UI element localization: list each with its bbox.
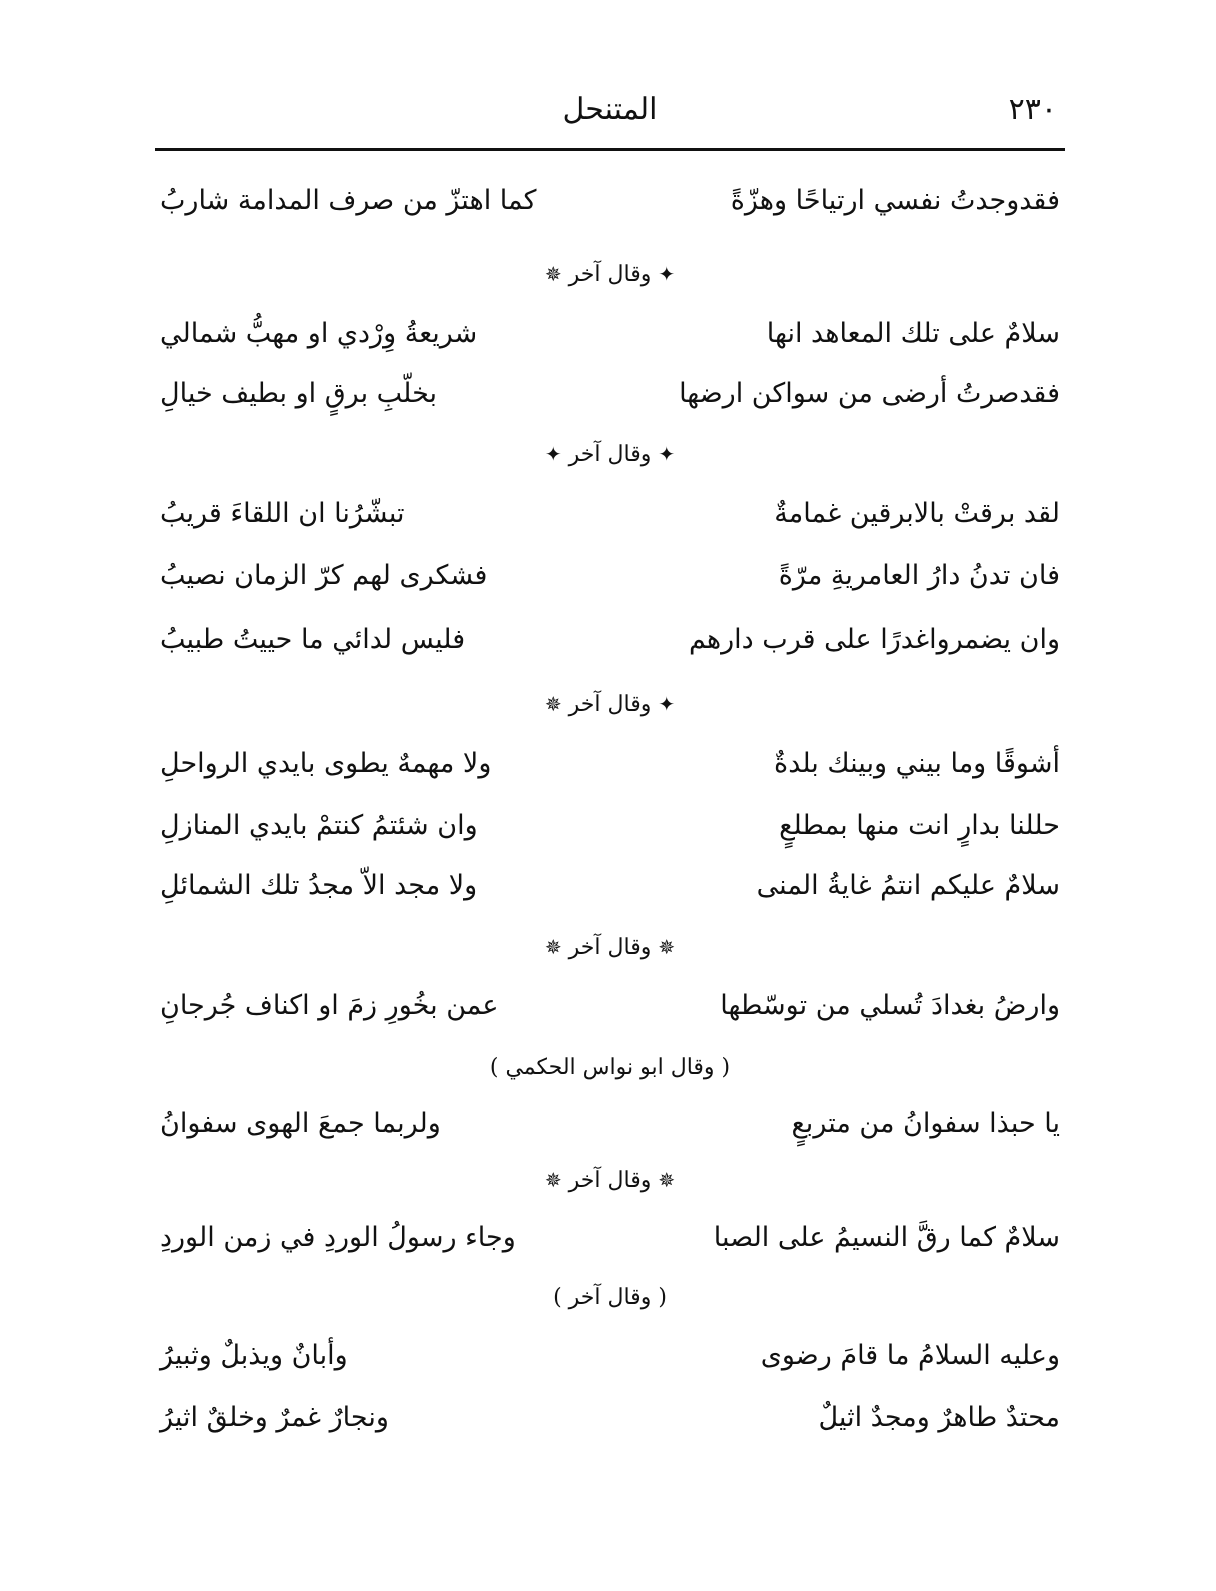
- verse-hemistich-1: وان يضمرواغدرًا على قرب دارهم: [688, 624, 1060, 655]
- section-heading: [160, 1168, 1060, 1208]
- diamond-ornament-icon: ✦: [544, 442, 562, 466]
- verse-hemistich-1: فقدوجدتُ نفسي ارتياحًا وهزّةً: [730, 185, 1060, 216]
- verse-hemistich-1: فقدصرتُ أرضى من سواكن ارضها: [679, 378, 1060, 409]
- verse-hemistich-2: عمن بخُورِ زمَ او اكناف جُرجانِ: [160, 990, 499, 1021]
- section-heading: [160, 1055, 1060, 1095]
- verse-hemistich-1: سلامٌ عليكم انتمُ غايةُ المنى: [756, 870, 1060, 901]
- verse-hemistich-1: فان تدنُ دارُ العامريةِ مرّةً: [778, 560, 1060, 591]
- verse-hemistich-1: محتدٌ طاهرٌ ومجدٌ اثيلٌ: [818, 1402, 1060, 1433]
- verse-line: [160, 870, 1060, 920]
- star-ornament-icon: ✵: [544, 692, 562, 716]
- verse-hemistich-2: بخلّبِ برقٍ او بطيف خيالِ: [160, 378, 438, 409]
- running-title: المتنحل: [562, 92, 658, 127]
- section-heading-text: وقال آخر: [568, 692, 652, 717]
- section-heading: [160, 1285, 1060, 1325]
- star-ornament-icon: ✵: [544, 262, 562, 286]
- verse-hemistich-1: حللنا بدارٍ انت منها بمطلعٍ: [779, 810, 1060, 841]
- star-ornament-icon: ✵: [658, 1168, 676, 1192]
- verse-line: [160, 1340, 1060, 1390]
- verse-line: [160, 1402, 1060, 1452]
- verse-hemistich-2: شريعةُ وِرْدي او مهبُّ شمالي: [160, 318, 478, 349]
- section-heading: [160, 692, 1060, 732]
- diamond-ornament-icon: ✦: [658, 442, 676, 466]
- page-number: ٢٣٠: [1008, 92, 1057, 127]
- verse-line: [160, 810, 1060, 860]
- verse-line: [160, 1222, 1060, 1272]
- verse-hemistich-2: وجاء رسولُ الوردِ في زمن الوردِ: [160, 1222, 516, 1253]
- verse-hemistich-2: تبشّرُنا ان اللقاءَ قريبُ: [160, 498, 405, 529]
- diamond-ornament-icon: ✦: [658, 692, 676, 716]
- section-heading-text: وقال آخر: [568, 1168, 652, 1193]
- verse-line: [160, 748, 1060, 798]
- verse-line: [160, 1108, 1060, 1158]
- star-ornament-icon: ✵: [544, 935, 562, 959]
- verse-line: [160, 378, 1060, 428]
- verse-hemistich-1: وارضُ بغدادَ تُسلي من توسّطها: [720, 990, 1060, 1021]
- verse-hemistich-2: كما اهتزّ من صرف المدامة شاربُ: [160, 185, 537, 216]
- verse-line: [160, 318, 1060, 368]
- verse-hemistich-1: سلامٌ كما رقَّ النسيمُ على الصبا: [713, 1222, 1060, 1253]
- verse-hemistich-1: وعليه السلامُ ما قامَ رضوى: [760, 1340, 1060, 1371]
- verse-hemistich-2: ونجارٌ غمرٌ وخلقٌ اثيرُ: [160, 1402, 389, 1433]
- verse-hemistich-1: يا حبذا سفوانُ من متربعٍ: [791, 1108, 1060, 1139]
- verse-hemistich-2: وان شئتمُ كنتمْ بايدي المنازلِ: [160, 810, 478, 841]
- verse-hemistich-2: ولا مجد الاّ مجدُ تلك الشمائلِ: [160, 870, 478, 901]
- verse-line: [160, 560, 1060, 610]
- page-header: [155, 92, 1065, 140]
- verse-hemistich-2: ولا مهمهٌ يطوى بايدي الرواحلِ: [160, 748, 492, 779]
- section-heading-text: وقال آخر: [568, 262, 652, 287]
- diamond-ornament-icon: ✦: [658, 262, 676, 286]
- verse-line: [160, 185, 1060, 235]
- section-heading: [160, 442, 1060, 482]
- verse-hemistich-2: وأبانٌ ويذبلٌ وثبيرُ: [160, 1340, 348, 1371]
- section-heading-text: ( وقال ابو نواس الحكمي ): [489, 1055, 731, 1080]
- verse-hemistich-1: لقد برقتْ بالابرقين غمامةٌ: [774, 498, 1060, 529]
- verse-line: [160, 624, 1060, 674]
- verse-hemistich-2: فشكرى لهم كرّ الزمان نصيبُ: [160, 560, 488, 591]
- verse-hemistich-1: أشوقًا وما بيني وبينك بلدةٌ: [774, 748, 1060, 779]
- section-heading-text: وقال آخر: [568, 442, 652, 467]
- verse-hemistich-2: ولربما جمعَ الهوى سفوانُ: [160, 1108, 441, 1139]
- verse-hemistich-2: فليس لدائي ما حييتُ طبيبُ: [160, 624, 466, 655]
- header-rule: [155, 148, 1065, 151]
- verse-hemistich-1: سلامٌ على تلك المعاهد انها: [766, 318, 1060, 349]
- section-heading-text: ( وقال آخر ): [553, 1285, 667, 1310]
- verse-line: [160, 990, 1060, 1040]
- section-heading-text: وقال آخر: [568, 935, 652, 960]
- star-ornament-icon: ✵: [544, 1168, 562, 1192]
- star-ornament-icon: ✵: [658, 935, 676, 959]
- section-heading: [160, 262, 1060, 302]
- verse-line: [160, 498, 1060, 548]
- section-heading: [160, 935, 1060, 975]
